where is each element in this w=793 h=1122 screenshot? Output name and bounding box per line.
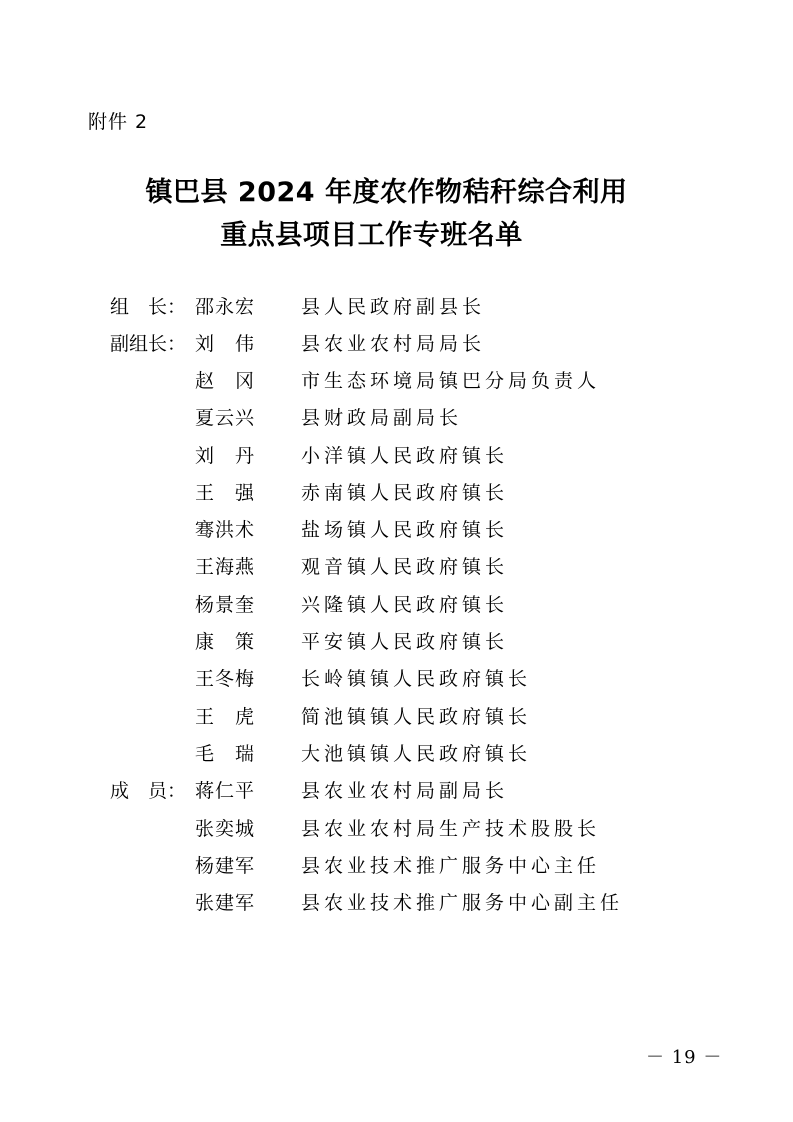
member-name: 张奕城 bbox=[195, 818, 256, 840]
roster-row bbox=[0, 776, 793, 806]
roster-row bbox=[0, 478, 793, 508]
member-name: 赵 冈 bbox=[195, 370, 256, 392]
roster-row bbox=[0, 292, 793, 322]
document-title-line-1: 镇巴县 2024 年度农作物秸秆综合利用 bbox=[145, 177, 628, 208]
roster-row bbox=[0, 851, 793, 881]
member-position: 大池镇镇人民政府镇长 bbox=[301, 743, 532, 765]
member-name: 杨建军 bbox=[195, 855, 256, 877]
member-name: 王 虎 bbox=[195, 706, 256, 728]
member-name: 毛 瑞 bbox=[195, 743, 256, 765]
member-position: 简池镇镇人民政府镇长 bbox=[301, 706, 532, 728]
member-position: 小洋镇人民政府镇长 bbox=[301, 445, 509, 467]
roster-row bbox=[0, 366, 793, 396]
member-position: 县农业农村局生产技术股股长 bbox=[301, 818, 601, 840]
member-name: 邵永宏 bbox=[195, 296, 256, 318]
member-position: 县财政局副局长 bbox=[301, 407, 463, 429]
member-position: 县农业农村局局长 bbox=[301, 333, 486, 355]
member-name: 蒋仁平 bbox=[195, 780, 256, 802]
member-position: 县农业技术推广服务中心副主任 bbox=[301, 892, 624, 914]
roster-row bbox=[0, 552, 793, 582]
roster-row bbox=[0, 702, 793, 732]
member-name: 王海燕 bbox=[195, 556, 256, 578]
roster-row bbox=[0, 814, 793, 844]
member-position: 长岭镇镇人民政府镇长 bbox=[301, 668, 532, 690]
member-name: 骞洪术 bbox=[195, 519, 256, 541]
member-position: 平安镇人民政府镇长 bbox=[301, 631, 509, 653]
role-label: 副组长： bbox=[110, 333, 187, 355]
member-position: 赤南镇人民政府镇长 bbox=[301, 482, 509, 504]
member-name: 王冬梅 bbox=[195, 668, 256, 690]
roster-row bbox=[0, 664, 793, 694]
member-name: 康 策 bbox=[195, 631, 256, 653]
roster-row bbox=[0, 441, 793, 471]
page-number: － 19 － bbox=[646, 1047, 723, 1068]
roster-row bbox=[0, 403, 793, 433]
role-label: 成 员： bbox=[110, 780, 187, 802]
member-name: 张建军 bbox=[195, 892, 256, 914]
attachment-label: 附件 2 bbox=[88, 111, 149, 133]
member-position: 县农业技术推广服务中心主任 bbox=[301, 855, 601, 877]
member-name: 夏云兴 bbox=[195, 407, 256, 429]
member-name: 刘 丹 bbox=[195, 445, 256, 467]
member-position: 县农业农村局副局长 bbox=[301, 780, 509, 802]
roster-row bbox=[0, 515, 793, 545]
member-name: 王 强 bbox=[195, 482, 256, 504]
member-position: 兴隆镇人民政府镇长 bbox=[301, 594, 509, 616]
roster-row bbox=[0, 627, 793, 657]
document-title-line-2: 重点县项目工作专班名单 bbox=[220, 220, 523, 251]
roster-row bbox=[0, 590, 793, 620]
roster-row bbox=[0, 888, 793, 918]
roster-row bbox=[0, 739, 793, 769]
member-name: 杨景奎 bbox=[195, 594, 256, 616]
member-position: 市生态环境局镇巴分局负责人 bbox=[301, 370, 601, 392]
member-position: 观音镇人民政府镇长 bbox=[301, 556, 509, 578]
role-label: 组 长： bbox=[110, 296, 187, 318]
roster-row bbox=[0, 329, 793, 359]
member-position: 县人民政府副县长 bbox=[301, 296, 486, 318]
member-name: 刘 伟 bbox=[195, 333, 256, 355]
member-position: 盐场镇人民政府镇长 bbox=[301, 519, 509, 541]
